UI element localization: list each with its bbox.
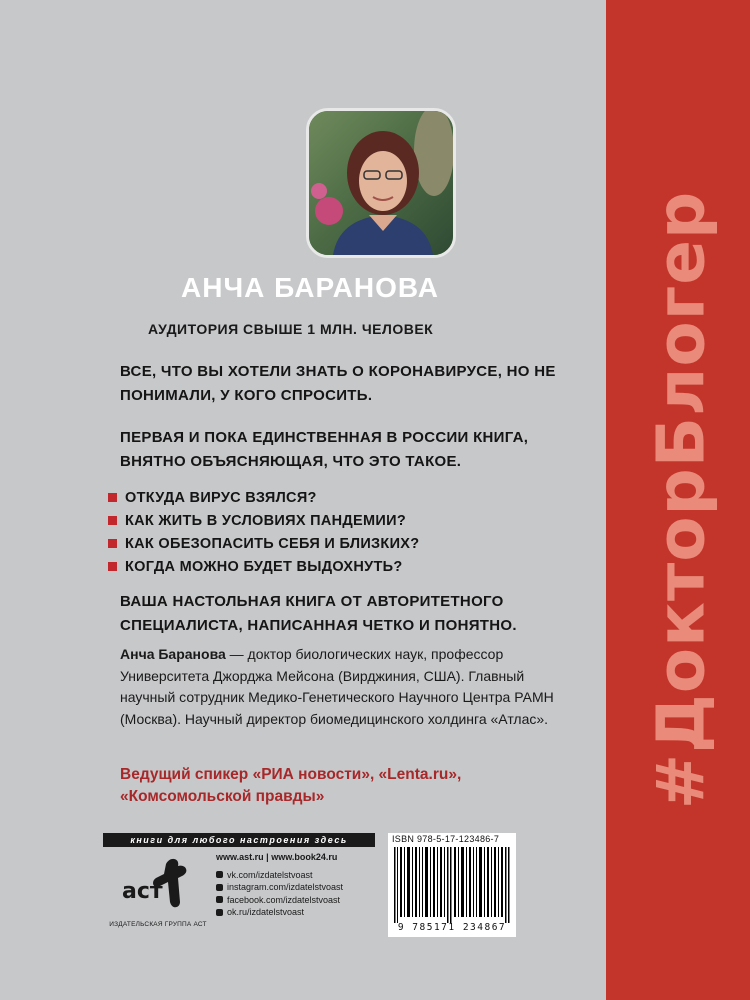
author-bio (120, 644, 580, 730)
website-link[interactable]: www.ast.ru | www.book24.ru (216, 852, 338, 862)
ast-logo (108, 852, 208, 922)
publisher-links (216, 851, 343, 919)
bio-author-name: Анча Баранова (120, 646, 226, 662)
social-link-ok[interactable]: ok.ru/izdatelstvoast (216, 906, 343, 919)
social-link-instagram[interactable]: instagram.com/izdatelstvoast (216, 881, 343, 894)
ast-logo-icon (108, 852, 208, 922)
lead-paragraph-2: ПЕРВАЯ И ПОКА ЕДИНСТВЕННАЯ В РОССИИ КНИГА, ВНЯТНО ОБЪЯСНЯЮЩАЯ, ЧТО ЭТО ТАКОЕ. (120, 429, 529, 470)
author-photo (306, 108, 456, 258)
question-list (108, 486, 419, 578)
media-credits: Ведущий спикер «РИА новости», «Lenta.ru», «Комсомольской правды» (120, 766, 462, 805)
publisher-name: ИЗДАТЕЛЬСКАЯ ГРУППА АСТ (109, 921, 207, 928)
summary-paragraph: ВАША НАСТОЛЬНАЯ КНИГА ОТ АВТОРИТЕТНОГО СПЕЦИАЛИСТА, НАПИСАННАЯ ЧЕТКО И ПОНЯТНО. (120, 593, 517, 634)
bullet-square-icon (108, 493, 117, 502)
odnoklassniki-icon (216, 909, 223, 916)
barcode-icon (394, 847, 510, 923)
author-name: АНЧА БАРАНОВА (181, 272, 439, 303)
lead-paragraph-1: ВСЕ, ЧТО ВЫ ХОТЕЛИ ЗНАТЬ О КОРОНАВИРУСЕ, НО НЕ ПОНИМАЛИ, У КОГО СПРОСИТЬ. (120, 363, 556, 404)
spine-panel (606, 0, 750, 1000)
list-item: КАК ОБЕЗОПАСИТЬ СЕБЯ И БЛИЗКИХ? (108, 532, 419, 555)
facebook-icon (216, 896, 223, 903)
svg-text:аст: аст (122, 879, 163, 904)
instagram-icon (216, 884, 223, 891)
bullet-square-icon (108, 562, 117, 571)
vk-icon (216, 871, 223, 878)
list-item: КАК ЖИТЬ В УСЛОВИЯХ ПАНДЕМИИ? (108, 509, 419, 532)
audience-caption: АУДИТОРИЯ СВЫШЕ 1 МЛН. ЧЕЛОВЕК (148, 321, 434, 337)
publisher-tagline: книги для любого настроения здесь (103, 833, 375, 847)
author-portrait-image (309, 111, 453, 255)
bullet-square-icon (108, 539, 117, 548)
list-item: ОТКУДА ВИРУС ВЗЯЛСЯ? (108, 486, 419, 509)
social-link-vk[interactable]: vk.com/izdatelstvoast (216, 869, 343, 882)
barcode-number: 9 785171 234867 (397, 922, 507, 933)
social-link-facebook[interactable]: facebook.com/izdatelstvoast (216, 894, 343, 907)
isbn-block (388, 833, 516, 937)
spine-hashtag: #ДокторБлогер (642, 190, 720, 810)
isbn-label: ISBN 978-5-17-123486-7 (392, 834, 500, 844)
bullet-square-icon (108, 516, 117, 525)
bio-text: — доктор биологических наук, профессор Университета Джорджа Мейсона (Вирджиния, США). Главный научный сотрудник Медико-Генетического Научного Центра РАМН (Москва). Научный директор биомедицинского холдинга «Атлас». (120, 646, 554, 727)
list-item: КОГДА МОЖНО БУДЕТ ВЫДОХНУТЬ? (108, 555, 419, 578)
